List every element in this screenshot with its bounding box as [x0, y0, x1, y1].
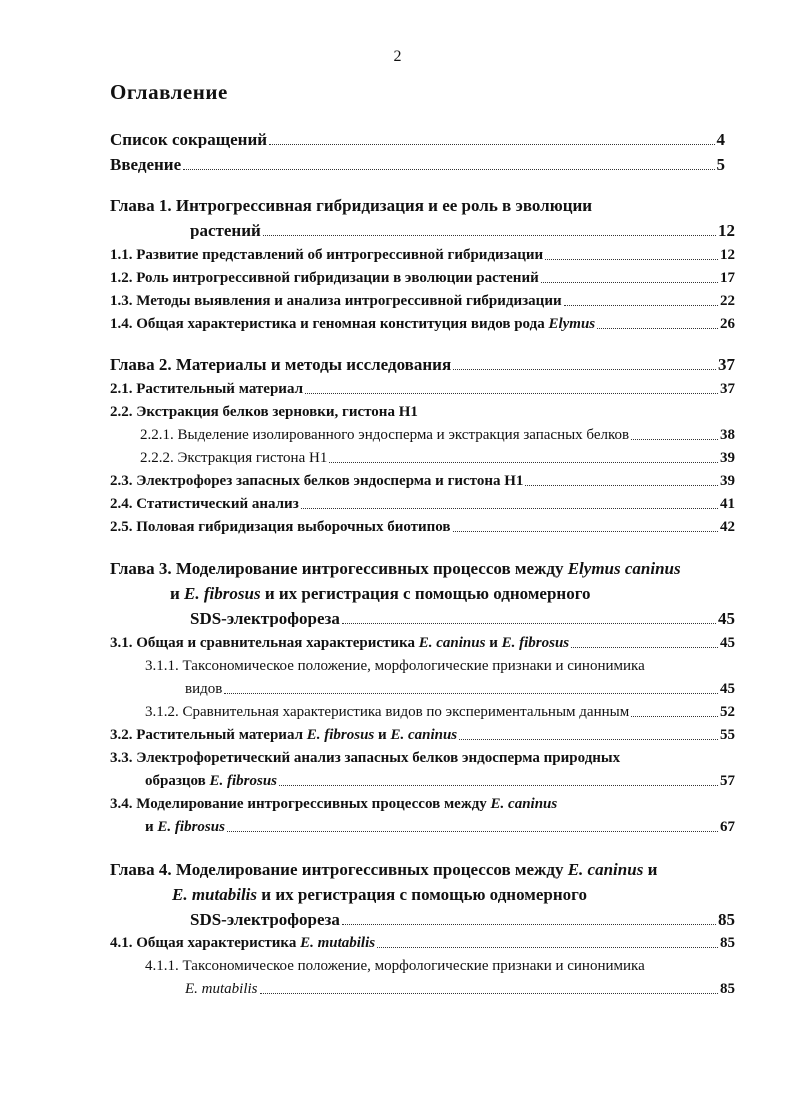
title-text: 3.1. Общая и сравнительная характеристика [110, 636, 419, 651]
toc-entry-title [110, 636, 569, 651]
toc-entry-title: растений [190, 222, 261, 239]
toc-entry-page: 5 [716, 155, 725, 174]
dot-leader [571, 636, 718, 651]
toc-entry-chapter-2[interactable] [110, 356, 735, 373]
title-text: 4.1. Общая характеристика [110, 936, 301, 951]
toc-entry-3-2[interactable] [110, 728, 735, 743]
toc-heading: Оглавление [110, 80, 228, 104]
toc-entry-page: 26 [720, 316, 735, 332]
toc-entry-2-4[interactable] [110, 497, 735, 512]
dot-leader [453, 520, 718, 535]
toc-entry-3-1-1-line-1: 3.1.1. Таксономическое положение, морфологические признаки и синонимика [145, 658, 645, 674]
dot-leader [269, 131, 714, 148]
title-text: и [485, 636, 502, 651]
toc-entry-title: 1.2. Роль интрогрессивной гибридизации в эволюции растений [110, 271, 539, 286]
toc-entry-3-1-2[interactable] [145, 705, 735, 720]
toc-entry-page: 12 [720, 247, 735, 263]
species-name: E. caninus [490, 796, 558, 812]
title-text: и [145, 820, 158, 835]
toc-entry-3-1[interactable] [110, 636, 735, 651]
dot-leader [545, 248, 718, 263]
toc-entry-2-3[interactable] [110, 474, 735, 489]
dot-leader [631, 428, 718, 443]
toc-entry-introduction[interactable] [110, 156, 725, 173]
toc-entry-page: 37 [718, 355, 735, 374]
toc-entry-title: 3.1.2. Сравнительная характеристика видов по экспериментальным данным [145, 705, 630, 720]
toc-chapter-4-line-1 [110, 861, 657, 878]
toc-entry-2-5[interactable] [110, 520, 735, 535]
toc-entry-page: 17 [720, 270, 735, 286]
toc-entry-title: 2.2.2. Экстракция гистона Н1 [140, 451, 328, 466]
species-name: E. fibrosus [157, 820, 225, 835]
title-text: и их регистрация с помощью одномерного [260, 584, 591, 603]
toc-entry-page: 45 [720, 681, 735, 697]
toc-chapter-4-line-2 [172, 886, 587, 903]
species-name: E. caninus [418, 636, 486, 651]
toc-entry-title: 2.1. Растительный материал [110, 382, 303, 397]
toc-entry-page: 42 [720, 519, 735, 535]
dot-leader [260, 982, 718, 997]
toc-entry-chapter-1[interactable] [190, 222, 735, 239]
species-name: E. mutabilis [185, 982, 258, 997]
dot-leader [541, 271, 718, 286]
dot-leader [305, 382, 718, 397]
toc-entry-title: 2.4. Статистический анализ [110, 497, 299, 512]
toc-entry-page: 45 [720, 635, 735, 651]
toc-chapter-3-line-1 [110, 560, 681, 577]
dot-leader [279, 774, 718, 789]
species-name: Elymus caninus [567, 559, 681, 578]
toc-entry-page: 4 [716, 130, 725, 149]
dot-leader [329, 451, 718, 466]
toc-entry-title: Список сокращений [110, 131, 268, 148]
dot-leader [342, 911, 716, 928]
dot-leader [227, 820, 718, 835]
toc-entry-title: Глава 2. Материалы и методы исследования [110, 356, 452, 373]
dot-leader [564, 294, 718, 309]
species-name: E. fibrosus [209, 774, 278, 789]
toc-entry-1-2[interactable] [110, 271, 735, 286]
toc-chapter-3-line-2 [170, 585, 590, 602]
toc-entry-chapter-4[interactable] [190, 911, 735, 928]
toc-entry-2-1[interactable] [110, 382, 735, 397]
toc-entry-1-3[interactable] [110, 294, 735, 309]
title-text: и их регистрация с помощью одномерного [257, 885, 587, 904]
toc-entry-4-1-1-line-1: 4.1.1. Таксономическое положение, морфологические признаки и синонимика [145, 958, 645, 974]
toc-entry-title: 2.3. Электрофорез запасных белков эндосперма и гистона Н1 [110, 474, 524, 489]
species-name: E. mutabilis [172, 885, 258, 904]
genus-name: Elymus [548, 317, 596, 332]
toc-entry-page: 85 [720, 981, 735, 997]
species-name: E. caninus [390, 728, 458, 743]
dot-leader [224, 682, 718, 697]
toc-entry-page: 85 [720, 935, 735, 951]
toc-entry-1-1[interactable] [110, 248, 735, 263]
toc-entry-2-2-2[interactable] [140, 451, 735, 466]
toc-entry-title [145, 820, 225, 835]
toc-entry-3-4[interactable] [145, 820, 735, 835]
toc-entry-title [110, 728, 457, 743]
toc-entry-page: 67 [720, 819, 735, 835]
toc-entry-title: 2.5. Половая гибридизация выборочных биотипов [110, 520, 451, 535]
dot-leader [453, 356, 716, 373]
title-text: и [374, 728, 391, 743]
species-name: E. mutabilis [300, 936, 376, 951]
title-text: и [170, 584, 185, 603]
title-text: 3.4. Моделирование интрогрессивных процессов между [110, 796, 491, 812]
toc-entry-page: 41 [720, 496, 735, 512]
toc-entry-page: 57 [720, 773, 735, 789]
toc-entry-4-1-1[interactable] [185, 982, 735, 997]
toc-entry-3-3-line-1: 3.3. Электрофоретический анализ запасных белков эндосперма природных [110, 750, 621, 766]
toc-entry-page: 55 [720, 727, 735, 743]
dot-leader [263, 222, 716, 239]
title-text: образцов [145, 774, 210, 789]
dot-leader [183, 156, 714, 173]
toc-entry-title: SDS-электрофореза [190, 911, 340, 928]
toc-entry-1-4[interactable] [110, 317, 735, 332]
dot-leader [377, 936, 718, 951]
title-text: Глава 3. Моделирование интрогессивных процессов между [110, 559, 568, 578]
toc-chapter-1-title: Глава 1. Интрогрессивная гибридизация и ее роль в эволюции [110, 196, 593, 215]
species-name: E. caninus [567, 860, 644, 879]
toc-entry-chapter-3[interactable] [190, 610, 735, 627]
dot-leader [342, 610, 716, 627]
toc-entry-page: 85 [718, 910, 735, 929]
toc-entry-4-1[interactable] [110, 936, 735, 951]
toc-entry-page: 45 [718, 609, 735, 628]
dot-leader [525, 474, 718, 489]
species-name: E. fibrosus [306, 728, 375, 743]
toc-entry-title: 1.3. Методы выявления и анализа интрогрессивной гибридизации [110, 294, 562, 309]
toc-entry-page: 37 [720, 381, 735, 397]
dot-leader [631, 705, 718, 720]
toc-entry-3-3[interactable] [145, 774, 735, 789]
title-text: 1.4. Общая характеристика и геномная конституция видов рода [110, 317, 549, 332]
toc-entry-page: 12 [718, 221, 735, 240]
title-text: 3.2. Растительный материал [110, 728, 307, 743]
toc-entry-title: SDS-электрофореза [190, 610, 340, 627]
title-text: Глава 4. Моделирование интрогессивных процессов между [110, 860, 568, 879]
toc-entry-3-4-line-1 [110, 797, 557, 812]
dot-leader [597, 317, 718, 332]
species-name: E. fibrosus [184, 584, 261, 603]
dot-leader [459, 728, 718, 743]
toc-entry-title [145, 774, 277, 789]
toc-entry-title: Введение [110, 156, 182, 173]
toc-entry-2-2-1[interactable] [140, 428, 735, 443]
toc-entry-title [110, 317, 595, 332]
toc-entry-title [110, 936, 375, 951]
toc-entry-page: 38 [720, 427, 735, 443]
toc-entry-abbreviations[interactable] [110, 131, 725, 148]
dot-leader [301, 497, 718, 512]
species-name: E. fibrosus [501, 636, 570, 651]
toc-entry-title: видов [185, 682, 223, 697]
toc-entry-page: 39 [720, 473, 735, 489]
toc-entry-page: 22 [720, 293, 735, 309]
toc-entry-page: 39 [720, 450, 735, 466]
toc-entry-page: 52 [720, 704, 735, 720]
toc-entry-title: 2.2.1. Выделение изолированного эндосперма и экстракция запасных белков [140, 428, 630, 443]
toc-entry-3-1-1[interactable] [185, 682, 735, 697]
toc-entry-title [185, 982, 258, 997]
title-text: и [643, 860, 658, 879]
toc-entry-title: 1.1. Развитие представлений об интрогрессивной гибридизации [110, 248, 544, 263]
page-number: 2 [393, 48, 402, 65]
toc-entry-2-2[interactable]: 2.2. Экстракция белков зерновки, гистона Н1 [110, 404, 418, 420]
